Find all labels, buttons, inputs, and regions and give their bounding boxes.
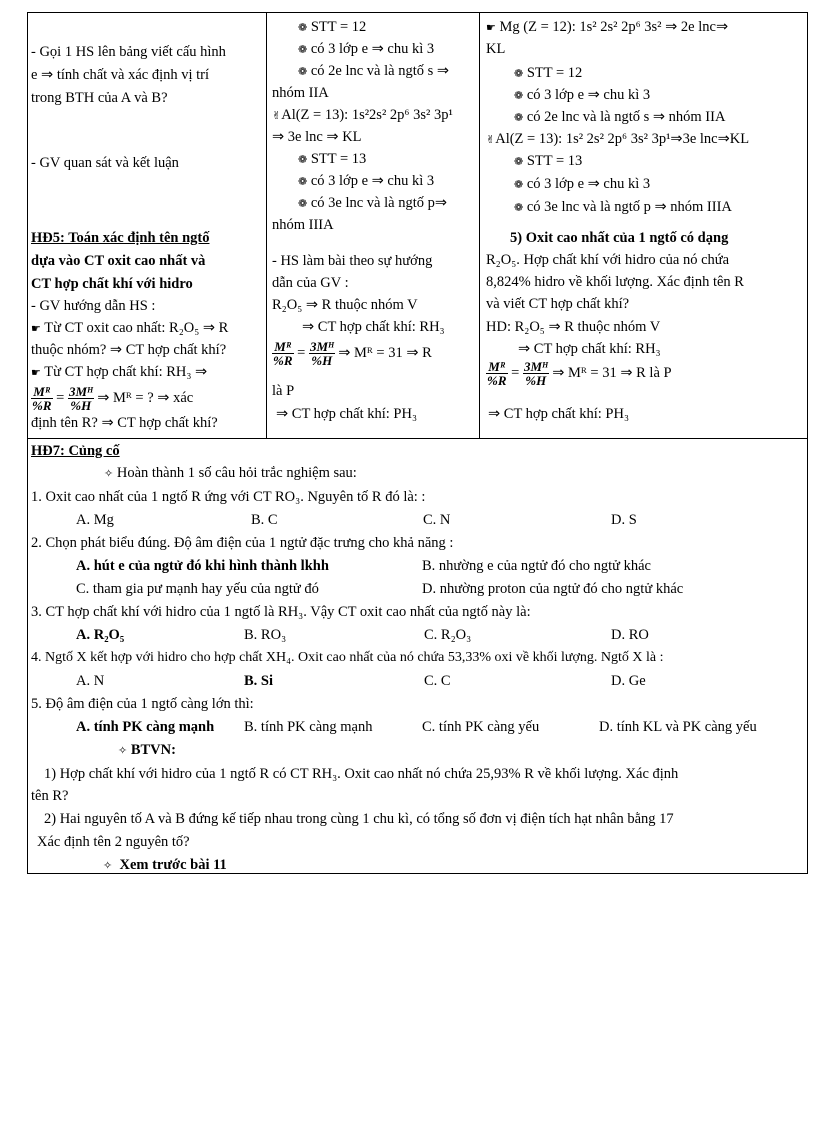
flower-bullet-icon: ❁ [514,111,524,124]
bullet-line [514,198,732,217]
text-line: - HS làm bài theo sự hướng [272,253,433,269]
exercise-5-heading [510,229,728,247]
question-1: 1. Oxit cao nhất của 1 ngtố R ứng với CT RO₃. Nguyên tố R đó là: : [31,489,426,505]
text-line: Al(Z = 13): 1s² 2s² 2p⁶ 3s² 3p¹⇒3e lnc⇒KL [495,131,750,147]
q4-option-c: C. C [424,673,451,689]
hand-bullet-icon: ☛ [31,322,41,335]
hint-line [31,319,228,338]
text-line: - Gọi 1 HS lên bảng viết cấu hình [31,44,226,60]
config-line [272,106,453,125]
text-line: nhóm IIIA [272,217,334,233]
formula-line: $\frac{\text{Mᴿ}}{\%R}$ = $\frac{\text{3Mᴴ}}{\%H}$ ⇒ Mᴿ = 31 ⇒ R [273,339,432,369]
formula-line: $\frac{\text{Mᴿ}}{\%R}$ = $\frac{\text{3Mᴴ}}{\%H}$ ⇒ Mᴿ = 31 ⇒ R là P [487,359,672,389]
text-line: KL [486,41,506,57]
flower-bullet-icon: ❁ [298,197,308,210]
heading-text: BTVN: [130,742,176,758]
bullet-line [514,175,650,194]
text-line: trong BTH của A và B? [31,90,168,106]
text-line: - GV quan sát và kết luận [31,155,179,171]
row-divider [28,438,807,439]
text-line: e ⇒ tính chất và xác định vị trí [31,67,210,83]
q2-option-b: B. nhường e của ngtử đó cho ngtử khác [422,558,651,574]
q2-option-a: A. hút e của ngtử đó khi hình thành lkhh [76,558,329,574]
text-line: Xem trước bài 11 [119,857,227,873]
flower-bullet-icon: ❁ [298,175,308,188]
text-line: có 3e lnc và là ngtố p ⇒ nhóm IIIA [526,199,732,215]
text-line: dẫn của GV : [272,275,349,291]
text-line: - GV hướng dẫn HS : [31,298,156,314]
text-line: có 2e lnc và là ngtố s ⇒ nhóm IIA [526,109,726,125]
flower-bullet-icon: ❁ [514,178,524,191]
text-line: Từ CT oxit cao nhất: R₂O₅ ⇒ R [44,320,229,336]
homework-1-line: tên R? [31,788,69,804]
bullet-line [298,40,434,59]
fraction-denominator: %R [32,398,52,414]
flower-bullet-icon: ❁ [514,89,524,102]
text-line: STT = 13 [526,153,583,169]
q5-option-c: C. tính PK càng yếu [422,719,540,735]
fraction-numerator: 3Mᴴ [68,384,93,400]
q2-option-c: C. tham gia pư mạnh hay yếu của ngtử đó [76,581,319,597]
flower-bullet-icon: ❁ [514,201,524,214]
homework-2-line: 2) Hai nguyên tố A và B đứng kế tiếp nhau trong cùng 1 chu kì, có tổng số đơn vị điện tích hạt nhân bằng 17 [44,811,674,827]
q5-option-b: B. tính PK càng mạnh [244,719,373,735]
fraction-numerator: Mᴿ [486,360,508,374]
config-line [486,18,728,37]
text-line: có 2e lnc và là ngtố s ⇒ [310,63,450,79]
homework-2-line: Xác định tên 2 nguyên tố? [37,834,190,850]
text-line: 5) Oxit cao nhất của 1 ngtố có dạng [510,230,729,246]
fraction-numerator: Mᴿ [272,340,294,354]
bullet-line [298,62,449,81]
formula-line: $\frac{\text{Mᴿ}}{\%R}$ = $\frac{\text{3Mᴴ}}{\%H}$ ⇒ Mᴿ = ? ⇒ xác [32,384,194,414]
fraction-denominator: %H [311,353,333,369]
fraction-denominator: %H [70,398,92,414]
hd5-heading-line: CT hợp chất khí với hidro [31,276,193,292]
q1-option-c: C. N [423,512,451,528]
bullet-line [514,152,582,171]
column-divider-2 [479,13,480,438]
fraction-m-r [31,385,53,412]
q3-option-d: D. RO [611,627,649,643]
flower-bullet-icon: ❁ [298,153,308,166]
fraction-denominator: %R [487,373,507,389]
heading-text: HĐ7: Củng cố [31,443,120,459]
fraction-m-r [486,360,508,387]
flower-bullet-icon: ❁ [514,155,524,168]
four-point-star-icon: ✧ [104,467,114,480]
question-5: 5. Độ âm điện của 1 ngtố càng lớn thì: [31,696,254,712]
text-line: ⇒ Mᴿ = 31 ⇒ R là P [552,365,672,381]
text-line: STT = 12 [526,65,583,81]
text-line: là P [272,383,295,399]
btvn-heading [118,741,176,760]
flower-bullet-icon: ❁ [298,43,308,56]
text-line: Hoàn thành 1 số câu hỏi trắc nghiệm sau: [116,465,357,481]
q3-option-c: C. R₂O₃ [424,627,472,643]
q3-option-b: B. RO₃ [244,627,287,643]
text-line: R₂O₅ ⇒ R thuộc nhóm V [272,297,418,313]
hd7-heading [31,442,120,460]
hd5-heading-line: dựa vào CT oxit cao nhất và [31,253,206,269]
text-line: Mg (Z = 12): 1s² 2s² 2p⁶ 3s² ⇒ 2e lnc⇒ [499,19,729,35]
bullet-line [298,150,366,169]
text-line: ⇒ Mᴿ = ? ⇒ xác [97,390,194,406]
text-line: STT = 13 [310,151,367,167]
bullet-line [298,194,447,213]
q4-option-d: D. Ge [611,673,646,689]
text-line: ⇒ CT hợp chất khí: PH₃ [276,406,418,422]
q4-option-a: A. N [76,673,105,689]
fraction-3m-h [523,360,549,387]
flower-bullet-icon: ❁ [514,67,524,80]
hint-line [31,363,207,382]
bullet-line [298,18,366,37]
fraction-3m-h [309,340,335,367]
hd5-heading: HĐ5: Toán xác định tên ngtố [31,230,210,246]
fraction-3m-h [68,385,94,412]
hand-bullet-icon: ☛ [31,366,41,379]
q4-option-b: B. Si [244,673,274,689]
flower-bullet-icon: ❁ [298,21,308,34]
hand-bullet-icon: ☛ [486,21,496,34]
text-line: và viết CT hợp chất khí? [486,296,630,312]
intro-line [104,464,357,483]
q1-option-b: B. C [251,512,278,528]
text-line: ⇒ CT hợp chất khí: RH₃ [518,341,661,357]
fraction-m-r [272,340,294,367]
q2-option-d: D. nhường proton của ngtử đó cho ngtử khác [422,581,684,597]
next-lesson-line [103,856,227,875]
text-line: ⇒ CT hợp chất khí: RH₃ [302,319,445,335]
text-line: ⇒ CT hợp chất khí: PH₃ [488,406,630,422]
bullet-line [514,64,582,83]
homework-1-line: 1) Hợp chất khí với hidro của 1 ngtố R có CT RH₃. Oxit cao nhất nó chứa 25,93% R về khối lượng. Xác định [44,766,679,782]
fraction-denominator: %R [273,353,293,369]
four-point-star-icon: ✧ [118,744,128,757]
text-line: ⇒ Mᴿ = 31 ⇒ R [338,345,432,361]
text-line: thuộc nhóm? ⇒ CT hợp chất khí? [31,342,227,358]
text-line: nhóm IIA [272,85,329,101]
text-line: có 3 lớp e ⇒ chu kì 3 [526,87,651,103]
text-line: 8,824% hidro về khối lượng. Xác định tên R [486,274,744,290]
q5-option-a: A. tính PK càng mạnh [76,719,215,735]
text-line: R₂O₅. Hợp chất khí với hidro của nó chứa [486,252,730,268]
fraction-numerator: Mᴿ [31,385,53,399]
fraction-numerator: 3Mᴴ [523,359,548,375]
flower-bullet-icon: ❁ [298,65,308,78]
fraction-denominator: %H [525,373,547,389]
text-line: định tên R? ⇒ CT hợp chất khí? [31,415,218,431]
bullet-line [298,172,434,191]
text-line: có 3 lớp e ⇒ chu kì 3 [526,176,651,192]
q1-option-a: A. Mg [76,512,114,528]
text-line: có 3e lnc và là ngtố p⇒ [310,195,448,211]
text-line: có 3 lớp e ⇒ chu kì 3 [310,173,435,189]
text-line: Từ CT hợp chất khí: RH₃ ⇒ [44,364,208,380]
q5-option-d: D. tính KL và PK càng yếu [599,719,757,735]
text-line: STT = 12 [310,19,367,35]
text-line: ⇒ 3e lnc ⇒ KL [272,129,362,145]
config-line [486,130,749,149]
hand-pointer-icon: ✌ [486,133,496,146]
question-2: 2. Chọn phát biểu đúng. Độ âm điện của 1 ngtử đặc trưng cho khả năng : [31,535,454,551]
hand-pointer-icon: ✌ [272,109,282,122]
q3-option-a: A. R₂O₅ [76,627,125,643]
text-line: Al(Z = 13): 1s²2s² 2p⁶ 3s² 3p¹ [281,107,453,123]
question-3: 3. CT hợp chất khí với hidro của 1 ngtố là RH₃. Vậy CT oxit cao nhất của ngtố này là: [31,604,531,620]
question-4: 4. Ngtố X kết hợp với hidro cho hợp chất XH₄. Oxit cao nhất của nó chứa 53,33% oxi về khối lượng. Ngtố X là : [31,650,664,665]
text-line: HD: R₂O₅ ⇒ R thuộc nhóm V [486,319,661,335]
text-line: có 3 lớp e ⇒ chu kì 3 [310,41,435,57]
bullet-line [514,86,650,105]
bullet-line [514,108,725,127]
q1-option-d: D. S [611,512,637,528]
fraction-numerator: 3Mᴴ [309,339,334,355]
column-divider-1 [266,13,267,438]
four-point-star-icon: ✧ [103,859,113,872]
